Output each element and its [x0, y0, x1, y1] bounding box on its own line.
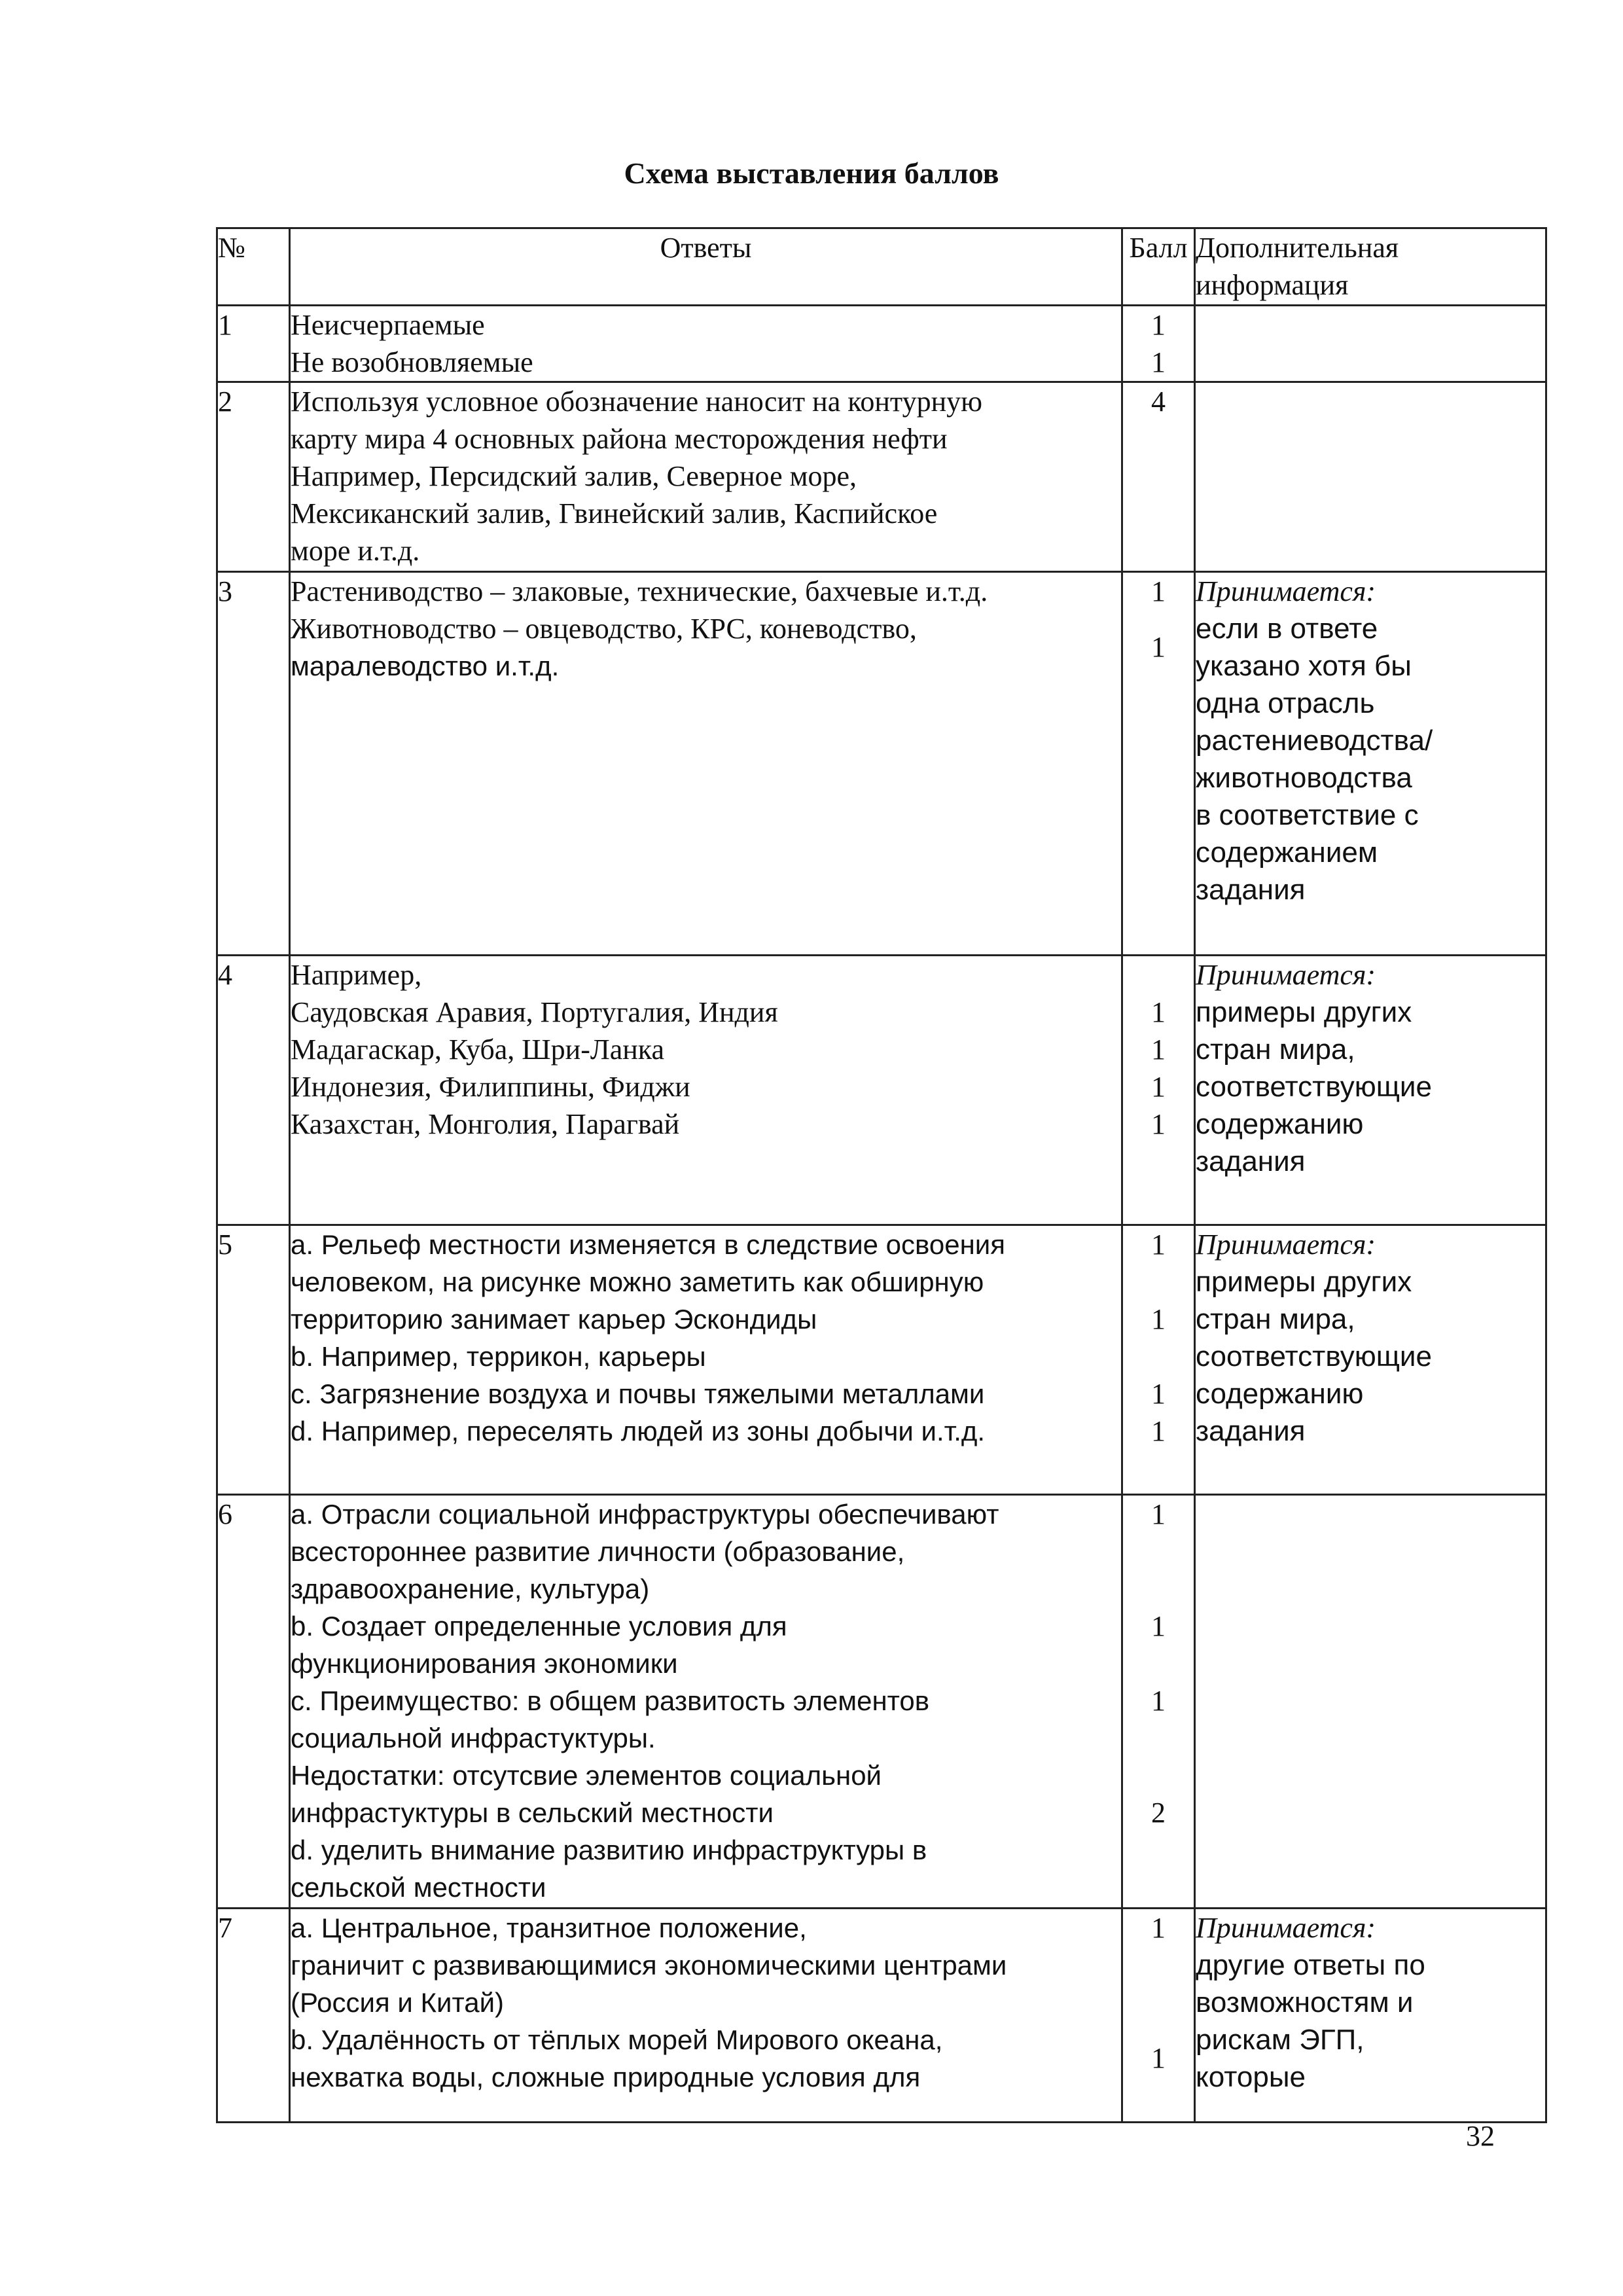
point-value: 1: [1151, 1303, 1166, 1335]
info-line: стран мира,: [1196, 1303, 1355, 1335]
row-points: [1122, 382, 1195, 572]
row-number: 4: [217, 956, 290, 1225]
accepted-label: Принимается:: [1196, 959, 1376, 991]
info-line: содержанию: [1196, 1378, 1364, 1410]
point-value: 1: [1151, 1912, 1166, 1944]
point-value: 2: [1151, 1797, 1166, 1829]
header-additional-info: [1195, 228, 1546, 306]
answer-line: b. Создает определенные условия для: [291, 1611, 787, 1641]
row-points: [1122, 1909, 1195, 2123]
info-line: возможностям и: [1196, 1986, 1414, 2018]
row-number: 7: [217, 1909, 290, 2123]
answer-line: нехватка воды, сложные природные условия для: [291, 2062, 921, 2092]
row-info: [1195, 306, 1546, 382]
table-row: [217, 1495, 1546, 1909]
info-line: примеры других: [1196, 1266, 1412, 1298]
point-value: 1: [1151, 1685, 1166, 1717]
answer-line: Например,: [291, 959, 422, 991]
scoring-table: [216, 227, 1547, 2123]
header-points: Балл: [1122, 228, 1195, 306]
info-line: другие ответы по: [1196, 1949, 1425, 1981]
row-points: [1122, 956, 1195, 1225]
answer-line: море и.т.д.: [291, 535, 420, 567]
answer-line: (Россия и Китай): [291, 1987, 505, 2018]
answer-line: Казахстан, Монголия, Парагвай: [291, 1108, 680, 1140]
point-value: 1: [1151, 996, 1166, 1028]
answer-line: c. Загрязнение воздуха и почвы тяжелыми металлами: [291, 1378, 985, 1409]
answer-line: Используя условное обозначение наносит на контурную: [291, 386, 982, 418]
info-line: задания: [1196, 1415, 1306, 1447]
answer-line: Мадагаскар, Куба, Шри-Ланка: [291, 1033, 665, 1066]
row-answers: [290, 382, 1122, 572]
answer-line: Например, Персидский залив, Северное море,: [291, 460, 857, 492]
info-line: содержанием: [1196, 836, 1378, 869]
point-value: 1: [1151, 631, 1166, 663]
table-row: [217, 382, 1546, 572]
point-value: 1: [1151, 1229, 1166, 1261]
info-line: одна отрасль: [1196, 687, 1375, 719]
row-answers: [290, 1225, 1122, 1495]
answer-line: Мексиканский залив, Гвинейский залив, Каспийское: [291, 497, 938, 529]
info-line: животноводства: [1196, 762, 1412, 794]
row-answers: [290, 572, 1122, 956]
answer-line: Не возобновляемые: [291, 346, 533, 378]
row-number: 3: [217, 572, 290, 956]
info-line: стран мира,: [1196, 1033, 1355, 1066]
point-value: 1: [1151, 1378, 1166, 1410]
answer-line: функционирования экономики: [291, 1648, 678, 1679]
row-info: [1195, 1909, 1546, 2123]
page-number: 32: [1466, 2120, 1495, 2152]
info-line: содержанию: [1196, 1108, 1364, 1140]
accepted-label: Принимается:: [1196, 1229, 1376, 1261]
info-line: в соответствие с: [1196, 799, 1419, 831]
answer-line: инфрастуктуры в сельский местности: [291, 1797, 774, 1828]
page-title: Схема выставления баллов: [624, 156, 999, 190]
answer-line: Растениводство – злаковые, технические, бахчевые и.т.д.: [291, 575, 988, 607]
answer-line: Саудовская Аравия, Португалия, Индия: [291, 996, 778, 1028]
table-row: [217, 956, 1546, 1225]
answer-line: c. Преимущество: в общем развитость элементов: [291, 1685, 930, 1716]
row-number: 5: [217, 1225, 290, 1495]
point-value: 1: [1151, 1108, 1166, 1140]
header-answers: Ответы: [290, 228, 1122, 306]
point-value: 1: [1151, 1415, 1166, 1447]
header-number: №: [217, 228, 290, 306]
row-info: [1195, 572, 1546, 956]
row-points: [1122, 1495, 1195, 1909]
header-info-line-2: информация: [1196, 269, 1349, 301]
answer-line: маралеводство и.т.д.: [291, 651, 560, 681]
point-value: 1: [1151, 575, 1166, 607]
answer-line: человеком, на рисунке можно заметить как обширную: [291, 1266, 984, 1297]
answer-line: d. Например, переселять людей из зоны добычи и.т.д.: [291, 1416, 986, 1446]
point-value: 4: [1151, 386, 1166, 418]
answer-line: территорию занимает карьер Эскондиды: [291, 1304, 817, 1335]
table-row: [217, 1225, 1546, 1495]
row-info: [1195, 1495, 1546, 1909]
info-line: соответствующие: [1196, 1340, 1432, 1372]
info-line: соответствующие: [1196, 1071, 1432, 1103]
answer-line: Индонезия, Филиппины, Фиджи: [291, 1071, 690, 1103]
answer-line: социальной инфрастуктуры.: [291, 1723, 656, 1753]
point-value: 1: [1151, 1033, 1166, 1066]
info-line: растениеводства/: [1196, 725, 1433, 757]
answer-line: Неисчерпаемые: [291, 309, 485, 341]
row-points: [1122, 572, 1195, 956]
row-info: [1195, 1225, 1546, 1495]
answer-line: Животноводство – овцеводство, КРС, коневодство,: [291, 613, 917, 645]
row-points: [1122, 306, 1195, 382]
row-info: [1195, 956, 1546, 1225]
point-value: 1: [1151, 2042, 1166, 2074]
info-line: рискам ЭГП,: [1196, 2024, 1364, 2056]
point-value: 1: [1151, 1610, 1166, 1642]
header-info-line-1: Дополнительная: [1196, 232, 1399, 264]
point-value: 1: [1151, 1071, 1166, 1103]
info-line: примеры других: [1196, 996, 1412, 1028]
answer-line: b. Удалённость от тёплых морей Мирового океана,: [291, 2024, 943, 2055]
point-value: 1: [1151, 309, 1166, 341]
answer-line: граничит с развивающимися экономическими центрами: [291, 1950, 1007, 1981]
answer-line: всестороннее развитие личности (образование,: [291, 1536, 905, 1567]
table-header-row: [217, 228, 1546, 306]
row-points: [1122, 1225, 1195, 1495]
row-answers: [290, 306, 1122, 382]
info-line: если в ответе: [1196, 613, 1378, 645]
answer-line: Недостатки: отсутсвие элементов социальной: [291, 1760, 882, 1791]
answer-line: d. уделить внимание развитию инфраструктуры в: [291, 1835, 927, 1865]
answer-line: карту мира 4 основных района месторождения нефти: [291, 423, 948, 455]
answer-line: a. Отрасли социальной инфраструктуры обеспечивают: [291, 1499, 999, 1530]
answer-line: a. Рельеф местности изменяется в следствие освоения: [291, 1229, 1005, 1260]
row-info: [1195, 382, 1546, 572]
table-row: [217, 306, 1546, 382]
answer-line: здравоохранение, культура): [291, 1573, 650, 1604]
row-answers: [290, 956, 1122, 1225]
row-number: 6: [217, 1495, 290, 1909]
row-answers: [290, 1909, 1122, 2123]
accepted-label: Принимается:: [1196, 575, 1376, 607]
table-row: [217, 572, 1546, 956]
row-number: 1: [217, 306, 290, 382]
info-line: указано хотя бы: [1196, 650, 1412, 682]
row-number: 2: [217, 382, 290, 572]
answer-line: сельской местности: [291, 1872, 546, 1903]
info-line: задания: [1196, 874, 1306, 906]
row-answers: [290, 1495, 1122, 1909]
info-line: которые: [1196, 2061, 1306, 2093]
accepted-label: Принимается:: [1196, 1912, 1376, 1944]
answer-line: b. Например, террикон, карьеры: [291, 1341, 706, 1372]
table-row: [217, 1909, 1546, 2123]
info-line: задания: [1196, 1145, 1306, 1177]
point-value: 1: [1151, 1498, 1166, 1530]
answer-line: a. Центральное, транзитное положение,: [291, 1912, 807, 1943]
point-value: 1: [1151, 346, 1166, 378]
